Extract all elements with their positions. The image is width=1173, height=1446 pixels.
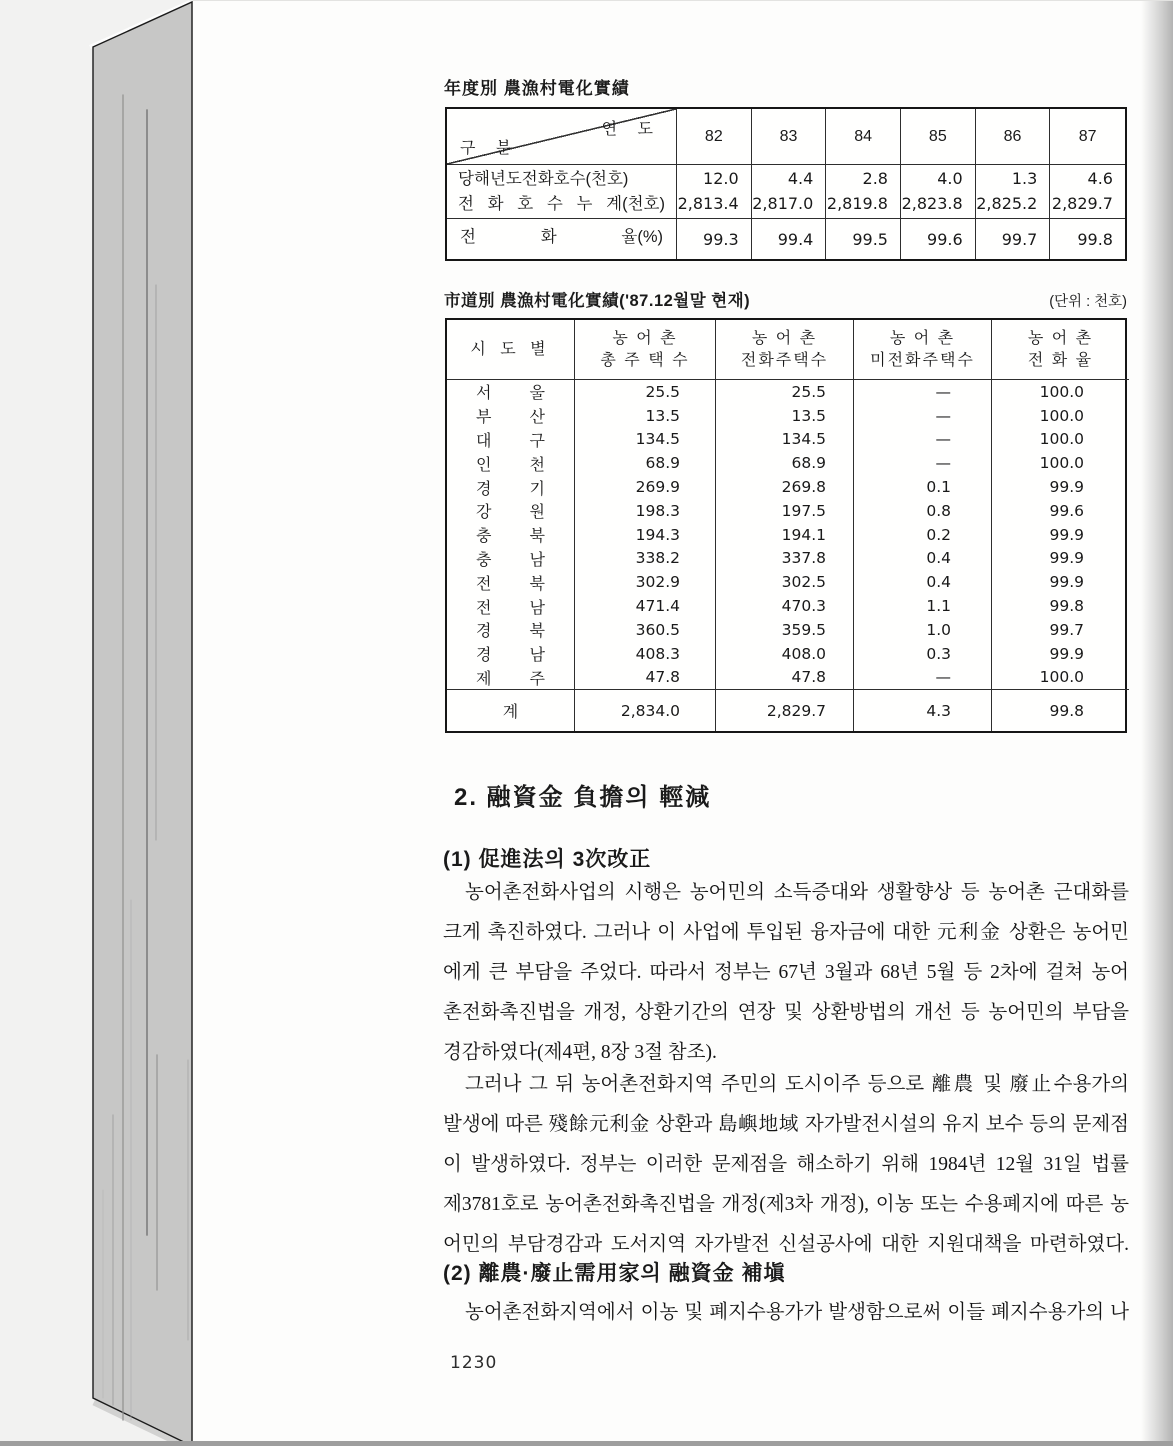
subsection-2-heading: (2) 離農·廢止需用家의 融資金 補塡	[443, 1262, 786, 1285]
cumulative-value: 2,825.2	[976, 194, 1038, 213]
no-phone-houses-cell: 1.0	[854, 618, 992, 642]
cumulative-value: 2,823.8	[901, 194, 963, 213]
phone-houses-cell: 302.5	[716, 570, 854, 594]
province-table	[445, 318, 1127, 733]
region-char: 북	[529, 575, 545, 593]
column-header-cell	[716, 320, 854, 380]
region-cell	[447, 499, 575, 523]
phone-rate-cell: 99.7	[1049, 620, 1084, 639]
phone-houses-cell: 470.3	[716, 594, 854, 618]
no-phone-houses-cell: 0.1	[854, 475, 992, 499]
phone-rate-total-cell: 99.8	[992, 689, 1129, 731]
no-phone-houses-cell: 0.2	[854, 523, 992, 547]
region-char: 남	[529, 551, 545, 569]
phone-rate-cell: 100.0	[1039, 430, 1084, 449]
yearly-value: 4.0	[937, 169, 963, 188]
total-houses-cell: 269.9	[575, 475, 716, 499]
total-houses-cell: 408.3	[575, 642, 716, 666]
column-header-cell	[992, 320, 1129, 380]
region-cell	[447, 428, 575, 452]
total-houses-cell: 471.4	[575, 594, 716, 618]
paragraph-1	[443, 873, 1129, 1073]
column-header-cell	[575, 320, 716, 380]
phone-rate-cell: 100.0	[1039, 454, 1084, 473]
page-edge-shade	[1141, 1, 1173, 1442]
total-houses-cell: 134.5	[575, 428, 716, 452]
year-header-cell: 87	[1050, 109, 1125, 165]
region-cell	[447, 618, 575, 642]
region-char: 전	[476, 575, 492, 593]
total-houses-cell: 338.2	[575, 547, 716, 571]
year-header-cell: 83	[752, 109, 827, 165]
region-char: 북	[529, 528, 545, 546]
region-cell	[447, 523, 575, 547]
cumulative-value: 2,829.7	[1051, 194, 1113, 213]
region-char: 충	[476, 551, 492, 569]
rate-value-cell: 99.4	[752, 219, 827, 259]
region-cell	[447, 570, 575, 594]
row-label: 전 화 호 수 누 계(천호)	[458, 195, 665, 213]
phone-houses-cell: 68.9	[716, 451, 854, 475]
yearly-value: 12.0	[703, 169, 739, 188]
region-cell	[447, 380, 575, 404]
phone-rate-cell: 100.0	[1039, 668, 1084, 687]
rate-value-cell: 99.3	[677, 219, 752, 259]
value-cell	[976, 165, 1051, 219]
phone-houses-cell: 25.5	[716, 380, 854, 404]
region-char: 산	[529, 409, 545, 427]
year-header-cell: 85	[901, 109, 976, 165]
region-char: 구	[529, 432, 545, 450]
header-line: 미전화주택수	[870, 351, 975, 369]
total-label-cell: 계	[447, 689, 575, 731]
header-line: 농 어 촌	[1027, 329, 1094, 347]
rate-value-cell: 99.6	[901, 219, 976, 259]
paragraph-3	[443, 1293, 1129, 1333]
no-phone-houses-cell: 0.4	[854, 570, 992, 594]
text-line: 이 발생하였다. 정부는 이러한 문제점을 해소하기 위해 1984년 12월 31일 법률	[443, 1154, 1129, 1175]
cumulative-value: 2,817.0	[752, 194, 814, 213]
header-line: 전 화 율	[1027, 351, 1094, 369]
total-houses-cell: 13.5	[575, 404, 716, 428]
phone-houses-cell: 194.1	[716, 523, 854, 547]
text-line: 그러나 그 뒤 농어촌전화지역 주민의 도시이주 등으로 離農 및 廢止수용가의	[465, 1074, 1129, 1095]
phone-rate-cell: 100.0	[1039, 406, 1084, 425]
document-page	[193, 0, 1173, 1442]
year-header-cell: 84	[826, 109, 901, 165]
value-cell	[901, 165, 976, 219]
region-cell	[447, 594, 575, 618]
region-cell	[447, 404, 575, 428]
region-char: 인	[476, 456, 492, 474]
text-line: 농어촌전화지역에서 이농 및 폐지수용가가 발생함으로써 이들 폐지수용가의 나	[465, 1302, 1129, 1323]
text-line: 농어촌전화사업의 시행은 농어민의 소득증대와 생활향상 등 농어촌 근대화를	[465, 882, 1129, 903]
total-houses-cell: 198.3	[575, 499, 716, 523]
phone-houses-cell: 13.5	[716, 404, 854, 428]
region-char: 부	[476, 409, 492, 427]
corner-category-label: 구 분	[460, 140, 520, 157]
column-header-cell	[447, 320, 575, 380]
year-header-cell: 86	[976, 109, 1051, 165]
rate-value-cell: 99.7	[976, 219, 1051, 259]
region-cell	[447, 547, 575, 571]
phone-houses-cell: 408.0	[716, 642, 854, 666]
region-cell	[447, 451, 575, 475]
yearly-value: 1.3	[1011, 169, 1038, 188]
subsection-1-heading: (1) 促進法의 3次改正	[443, 848, 652, 871]
no-phone-houses-cell: —	[854, 451, 992, 475]
no-phone-houses-cell: 1.1	[854, 594, 992, 618]
phone-rate-cell: 99.9	[1049, 525, 1084, 544]
phone-houses-cell: 269.8	[716, 475, 854, 499]
page-block-edge	[93, 2, 192, 1446]
region-char: 충	[476, 528, 492, 546]
total-houses-cell: 25.5	[575, 380, 716, 404]
total-houses-cell: 302.9	[575, 570, 716, 594]
region-char: 제	[476, 670, 492, 688]
region-char: 울	[529, 385, 545, 403]
region-cell	[447, 642, 575, 666]
column-header-cell	[854, 320, 992, 380]
region-char: 전	[476, 599, 492, 617]
text-line: 촌전화촉진법을 개정, 상환기간의 연장 및 상환방법의 개선 등 농어민의 부담을	[443, 1002, 1129, 1023]
region-char: 천	[529, 456, 545, 474]
total-houses-cell: 360.5	[575, 618, 716, 642]
rate-label-cell: 전 화 율(%)	[447, 219, 677, 259]
header-line: 농 어 촌	[751, 329, 818, 347]
region-char: 서	[476, 385, 492, 403]
text-line: 경감하였다(제4편, 8장 3절 참조).	[443, 1042, 717, 1063]
corner-year-label: 연 도	[601, 121, 661, 138]
region-char: 경	[476, 480, 492, 498]
value-cell	[752, 165, 827, 219]
table2-title: 市道別 農漁村電化實績('87.12월말 현재)	[444, 292, 751, 310]
text-line: 크게 촉진하였다. 그러나 이 사업에 투입된 융자금에 대한 元利金 상환은 농어민	[443, 922, 1129, 943]
cumulative-value: 2,813.4	[677, 194, 739, 213]
cumulative-value: 2,819.8	[826, 194, 888, 213]
rate-value-cell: 99.8	[1077, 229, 1113, 249]
row-label-cell	[447, 165, 677, 219]
yearly-value: 2.8	[862, 169, 888, 188]
section-2-heading: 2. 融資金 負擔의 輕減	[454, 784, 712, 811]
yearly-value: 4.4	[787, 169, 814, 188]
region-char: 기	[529, 480, 545, 498]
phone-houses-cell: 134.5	[716, 428, 854, 452]
table2-unit-label: (단위 : 천호)	[1049, 294, 1127, 310]
value-cell	[826, 165, 901, 219]
region-char: 주	[529, 670, 545, 688]
scan-bottom-edge	[0, 1441, 1173, 1446]
region-char: 경	[476, 647, 492, 665]
no-phone-houses-total-cell: 4.3	[854, 689, 992, 731]
text-line: 어민의 부담경감과 도서지역 자가발전 신설공사에 대한 지원대책을 마련하였다.	[443, 1234, 1129, 1255]
phone-rate-cell: 99.9	[1049, 549, 1084, 568]
no-phone-houses-cell: 0.8	[854, 499, 992, 523]
total-houses-cell: 68.9	[575, 451, 716, 475]
table-corner-cell	[447, 109, 677, 165]
phone-houses-cell: 337.8	[716, 547, 854, 571]
no-phone-houses-cell: —	[854, 666, 992, 690]
phone-houses-total-cell: 2,829.7	[716, 689, 854, 731]
text-line: 제3781호로 농어촌전화촉진법을 개정(제3차 개정), 이농 또는 수용폐지에 따른 농	[443, 1194, 1129, 1215]
no-phone-houses-cell: 0.3	[854, 642, 992, 666]
rate-value-cell: 99.5	[826, 219, 901, 259]
phone-rate-cell: 99.6	[1049, 501, 1084, 520]
region-char: 남	[529, 599, 545, 617]
total-houses-cell: 47.8	[575, 666, 716, 690]
yearly-table	[445, 107, 1127, 261]
phone-rate-cell: 100.0	[1039, 382, 1084, 401]
text-line: 발생에 따른 殘餘元利金 상환과 島嶼地域 자가발전시설의 유지 보수 등의 문제점	[443, 1114, 1129, 1135]
phone-rate-cell: 99.9	[1049, 478, 1084, 497]
value-cell	[1050, 165, 1125, 219]
region-char: 대	[476, 432, 492, 450]
no-phone-houses-cell: —	[854, 428, 992, 452]
phone-rate-cell: 99.8	[1049, 597, 1084, 616]
no-phone-houses-cell: —	[854, 380, 992, 404]
region-char: 북	[529, 623, 545, 641]
header-line: 총 주 택 수	[600, 351, 690, 369]
total-houses-total-cell: 2,834.0	[575, 689, 716, 731]
header-line: 농 어 촌	[889, 329, 956, 347]
region-char: 강	[476, 504, 492, 522]
year-header-cell: 82	[677, 109, 752, 165]
table2-caption	[444, 287, 1127, 311]
total-houses-cell: 194.3	[575, 523, 716, 547]
header-line: 시 도 별	[470, 340, 551, 358]
paragraph-2	[443, 1065, 1129, 1265]
region-cell	[447, 475, 575, 499]
header-line: 전화주택수	[740, 351, 829, 369]
header-line: 농 어 촌	[612, 329, 678, 347]
text-line: 에게 큰 부담을 주었다. 따라서 정부는 67년 3월과 68년 5월 등 2차에 걸쳐 농어	[443, 962, 1129, 983]
no-phone-houses-cell: 0.4	[854, 547, 992, 571]
page-number: 1230	[450, 1353, 498, 1373]
phone-rate-cell: 99.9	[1049, 573, 1084, 592]
no-phone-houses-cell: —	[854, 404, 992, 428]
value-cell	[677, 165, 752, 219]
phone-houses-cell: 197.5	[716, 499, 854, 523]
phone-houses-cell: 47.8	[716, 666, 854, 690]
table1-title: 年度別 農漁村電化實績	[444, 79, 630, 98]
phone-houses-cell: 359.5	[716, 618, 854, 642]
yearly-value: 4.6	[1087, 169, 1113, 188]
region-char: 경	[476, 623, 492, 641]
region-char: 원	[529, 504, 545, 522]
region-char: 남	[529, 647, 545, 665]
phone-rate-cell: 99.9	[1049, 644, 1084, 663]
row-label: 당해년도전화호수(천호)	[458, 170, 629, 188]
region-cell	[447, 666, 575, 690]
